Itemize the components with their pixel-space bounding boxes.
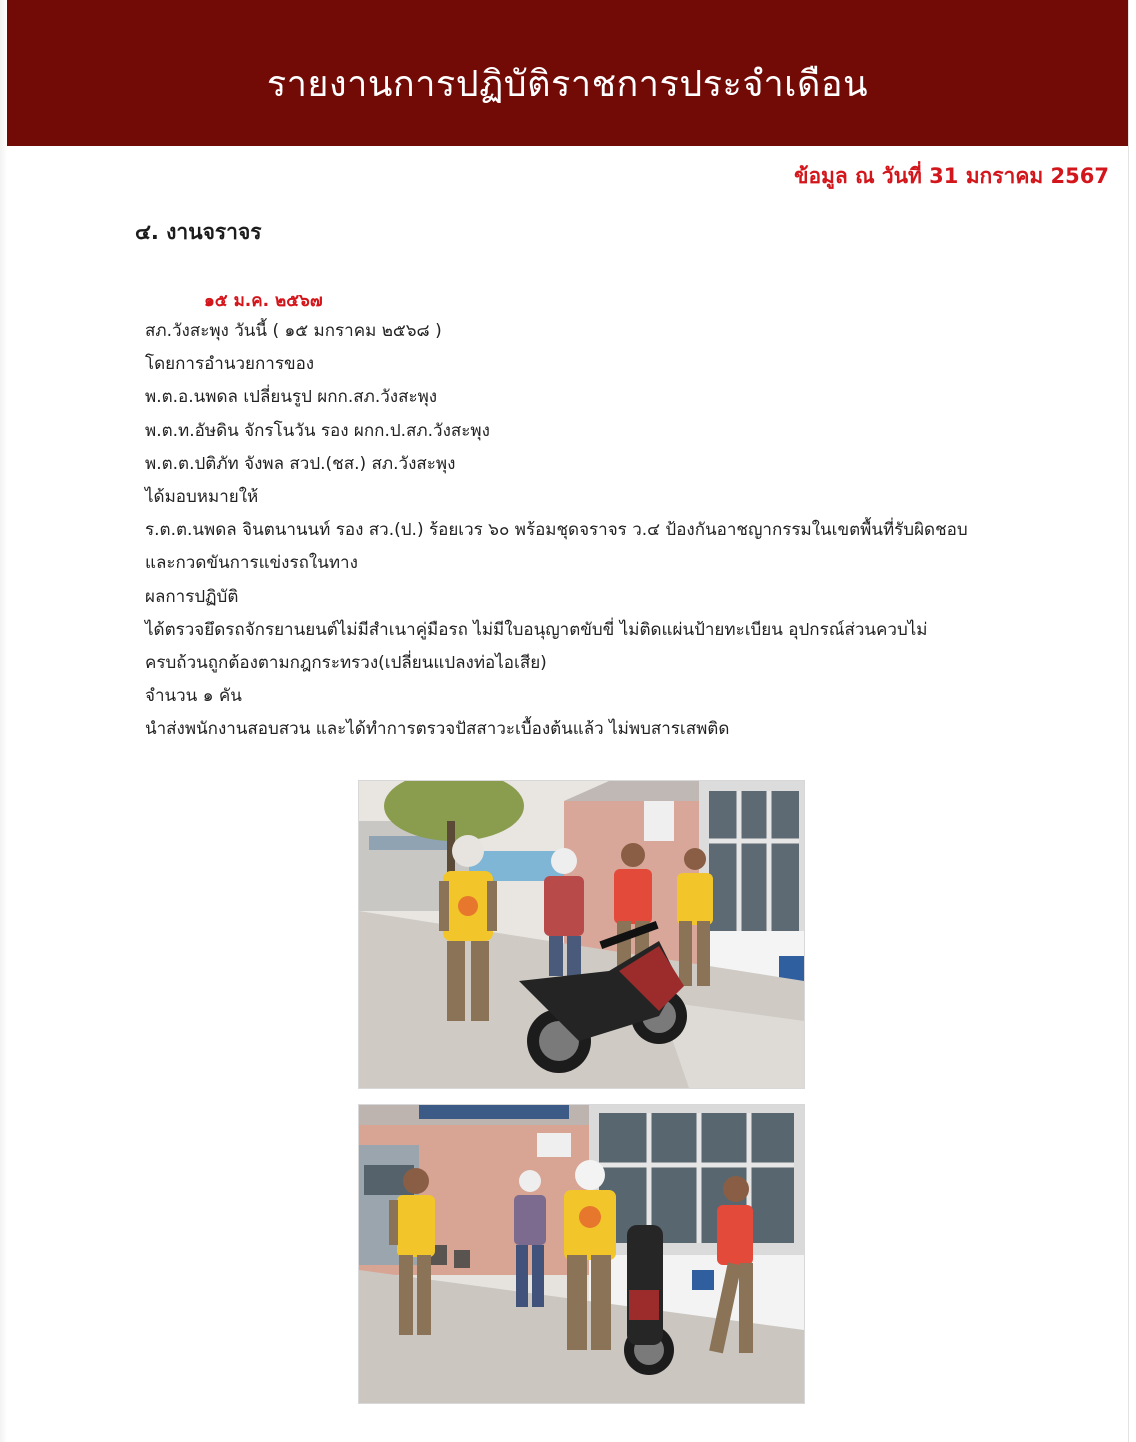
report-line: และกวดขันการแข่งรถในทาง [145,553,358,574]
report-line: ครบถ้วนถูกต้องตามกฎกระทรวง(เปลี่ยนแปลงท่อไอเสีย) [145,653,547,674]
report-line: โดยการอำนวยการของ [145,354,315,375]
report-line: นำส่งพนักงานสอบสวน และได้ทำการตรวจปัสสาวะเบื้องต้นแล้ว ไม่พบสารเสพติด [145,719,730,740]
report-line: จำนวน ๑ คัน [145,686,242,707]
header-banner [7,0,1128,146]
page-title: รายงานการปฏิบัติราชการประจำเดือน [266,63,869,105]
report-line: ร.ต.ต.นพดล จินตนานนท์ รอง สว.(ป.) ร้อยเวร ๖๐ พร้อมชุดจราจร ว.๔ ป้องกันอาชญากรรมในเขตพื้นที่รับผิดชอบ [145,520,968,541]
report-line: สภ.วังสะพุง วันนี้ ( ๑๕ มกราคม ๒๕๖๘ ) [145,321,442,341]
report-line: ได้ตรวจยึดรถจักรยานยนต์ไม่มีสำเนาคู่มือรถ ไม่มีใบอนุญาตขับขี่ ไม่ติดแผ่นป้ายทะเบียน อุปกรณ์ส่วนควบไม่ [145,619,928,640]
report-body [145,315,1045,747]
event-date: ๑๕ ม.ค. ๒๕๖๗ [204,291,323,311]
report-line: พ.ต.ต.ปติภัท จังพล สวป.(ชส.) สภ.วังสะพุง [145,453,456,474]
section-heading: ๔. งานจราจร [135,220,262,244]
report-line: พ.ต.ท.อัษดิน จักรโนวัน รอง ผกก.ป.สภ.วังสะพุง [145,420,490,441]
report-line: พ.ต.อ.นพดล เปลี่ยนรูป ผกก.สภ.วังสะพุง [145,387,438,408]
photo-officers-with-seized-motorcycle [358,780,805,1089]
photo-officers-with-seized-motorcycle-image [359,781,804,1088]
report-line: ได้มอบหมายให้ [145,487,259,508]
data-as-of-date: ข้อมูล ณ วันที่ 31 มกราคม 2567 [794,164,1109,188]
photo-officers-inspecting-motorcycle-image [359,1105,804,1403]
photo-officers-inspecting-motorcycle [358,1104,805,1404]
report-line: ผลการปฏิบัติ [145,586,239,607]
